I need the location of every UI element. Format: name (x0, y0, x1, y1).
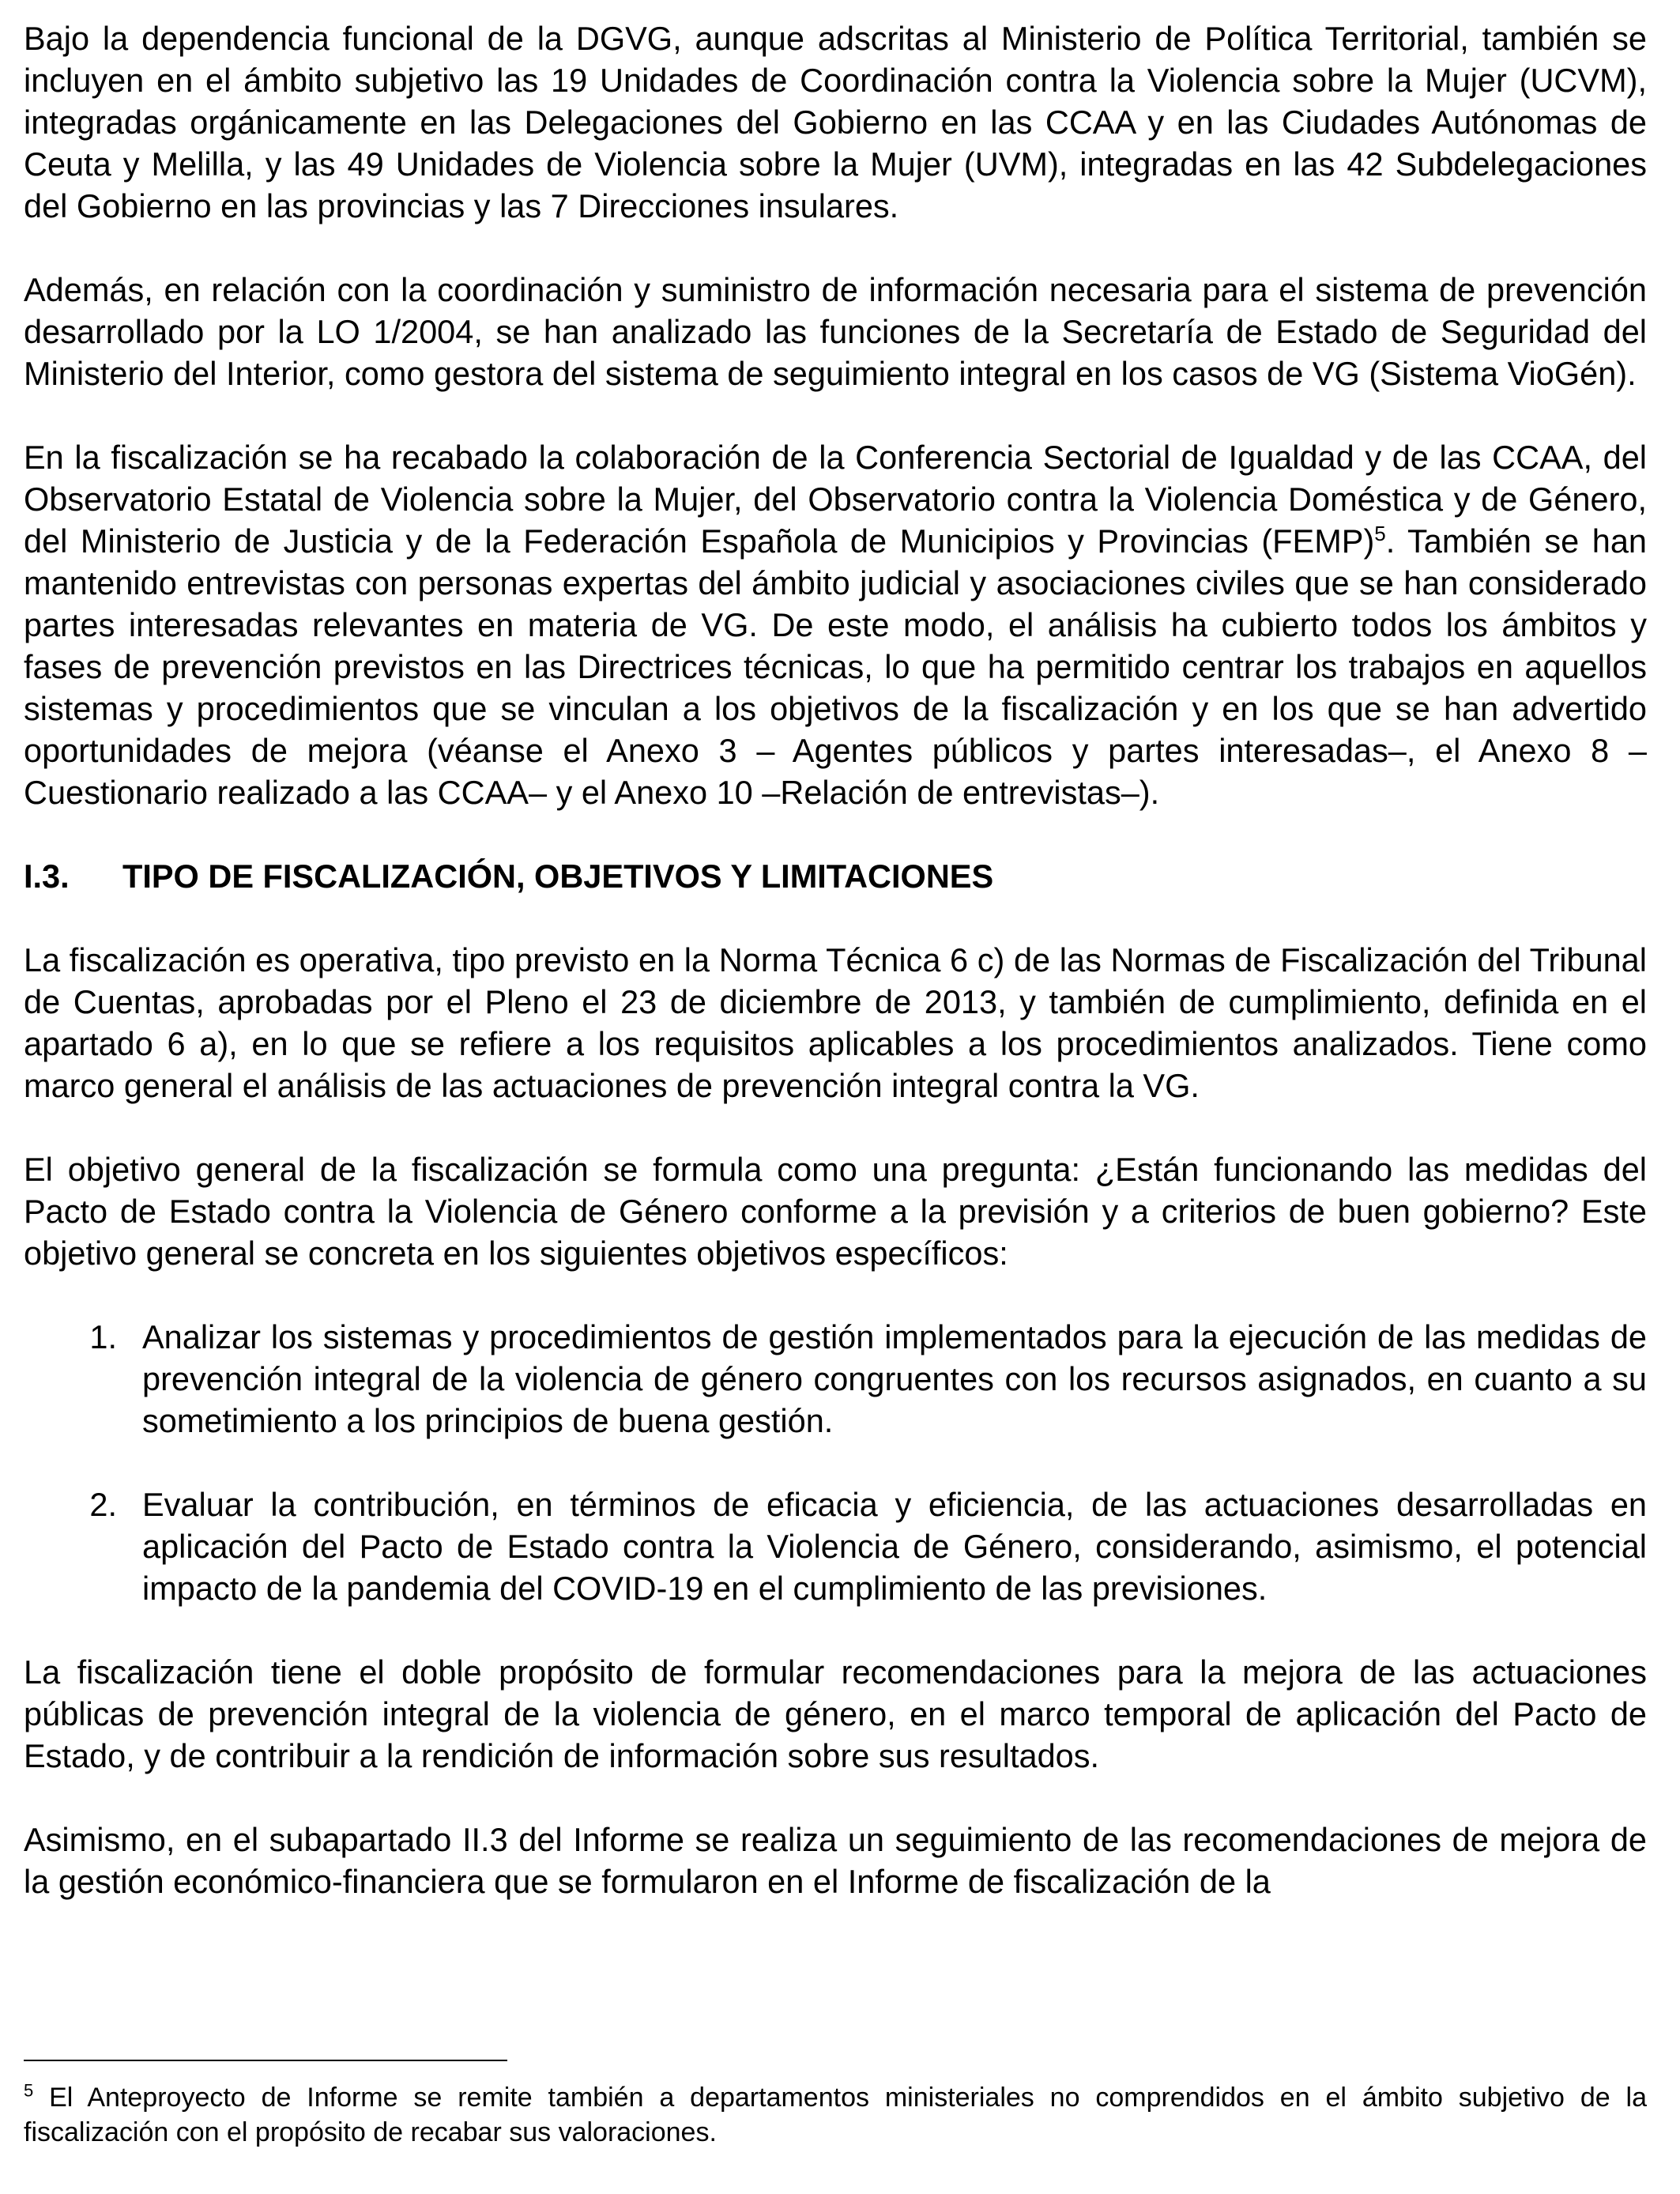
list-item-text: Evaluar la contribución, en términos de eficacia y eficiencia, de las actuaciones desarrolladas en aplicación del Pacto de Estado contra la Violencia de Género, considerando, asimismo, el potencial impacto de la pandemia del COVID-19 en el cumplimiento de las previsiones. (142, 1486, 1647, 1607)
footnote-text: El Anteproyecto de Informe se remite también a departamentos ministeriales no comprendidos en el ámbito subjetivo de la fiscalización con el propósito de recabar sus valoraciones. (24, 2083, 1647, 2147)
paragraph-colaboracion (24, 436, 1647, 813)
list-item (24, 1483, 1647, 1609)
paragraph-tipo-fiscalizacion: La fiscalización es operativa, tipo previsto en la Norma Técnica 6 c) de las Normas de Fiscalización del Tribunal de Cuentas, aprobadas por el Pleno el 23 de diciembre de 2013, y también de cumplimiento, definida en el apartado 6 a), en lo que se refiere a los requisitos aplicables a los procedimientos analizados. Tiene como marco general el análisis de las actuaciones de prevención integral contra la VG. (24, 941, 1647, 1104)
list-item-number: 1. (89, 1318, 117, 1355)
footnote-reference[interactable]: 5 (1374, 522, 1386, 546)
paragraph-viogen: Además, en relación con la coordinación y suministro de información necesaria para el sistema de prevención desarrollado por la LO 1/2004, se han analizado las funciones de la Secretaría de Estado de Seguridad del Ministerio del Interior, como gestora del sistema de seguimiento integral en los casos de VG (Sistema VioGén). (24, 271, 1647, 392)
list-item-text: Analizar los sistemas y procedimientos de gestión implementados para la ejecución de las medidas de prevención integral de la violencia de género congruentes con los recursos asignados, en cuanto a su sometimiento a los principios de buena gestión. (142, 1318, 1647, 1439)
footnote (24, 2080, 1647, 2150)
paragraph-doble-proposito: La fiscalización tiene el doble propósito de formular recomendaciones para la mejora de las actuaciones públicas de prevención integral de la violencia de género, en el marco temporal de aplicación del Pacto de Estado, y de contribuir a la rendición de información sobre sus resultados. (24, 1653, 1647, 1774)
paragraph-objetivo-general: El objetivo general de la fiscalización se formula como una pregunta: ¿Están funcionando las medidas del Pacto de Estado contra la Violencia de Género conforme a la previsión y a criterios de buen gobierno? Este objetivo general se concreta en los siguientes objetivos específicos: (24, 1151, 1647, 1272)
paragraph-colaboracion-text-b: . También se han mantenido entrevistas con personas expertas del ámbito judicial y asociaciones civiles que se han considerado partes interesadas relevantes en materia de VG. De este modo, el análisis ha cubierto todos los ámbitos y fases de prevención previstos en las Directrices técnicas, lo que ha permitido centrar los trabajos en aquellos sistemas y procedimientos que se vinculan a los objetivos de la fiscalización y en los que se han advertido oportunidades de mejora (véanse el Anexo 3 – Agentes públicos y partes interesadas–, el Anexo 8 –Cuestionario realizado a las CCAA– y el Anexo 10 –Relación de entrevistas–). (24, 522, 1647, 811)
footnote-number: 5 (24, 2080, 34, 2101)
section-heading (24, 855, 1647, 897)
document-body (24, 17, 1647, 1902)
list-item (24, 1316, 1647, 1442)
section-title: TIPO DE FISCALIZACIÓN, OBJETIVOS Y LIMITACIONES (122, 858, 994, 895)
paragraph-ucvm-uvm: Bajo la dependencia funcional de la DGVG, aunque adscritas al Ministerio de Política Territorial, también se incluyen en el ámbito subjetivo las 19 Unidades de Coordinación contra la Violencia sobre la Mujer (UCVM), integradas orgánicamente en las Delegaciones del Gobierno en las CCAA y en las Ciudades Autónomas de Ceuta y Melilla, y las 49 Unidades de Violencia sobre la Mujer (UVM), integradas en las 42 Subdelegaciones del Gobierno en las provincias y las 7 Direcciones insulares. (24, 20, 1647, 224)
section-number: I.3. (24, 858, 70, 895)
footnote-separator (24, 2060, 507, 2061)
list-item-number: 2. (89, 1486, 117, 1523)
paragraph-seguimiento: Asimismo, en el subapartado II.3 del Informe se realiza un seguimiento de las recomendaciones de mejora de la gestión económico-financiera que se formularon en el Informe de fiscalización de la (24, 1821, 1647, 1900)
paragraph-colaboracion-text-a: En la fiscalización se ha recabado la colaboración de la Conferencia Sectorial de Igualdad y de las CCAA, del Observatorio Estatal de Violencia sobre la Mujer, del Observatorio contra la Violencia Doméstica y de Género, del Ministerio de Justicia y de la Federación Española de Municipios y Provincias (FEMP) (24, 439, 1647, 560)
